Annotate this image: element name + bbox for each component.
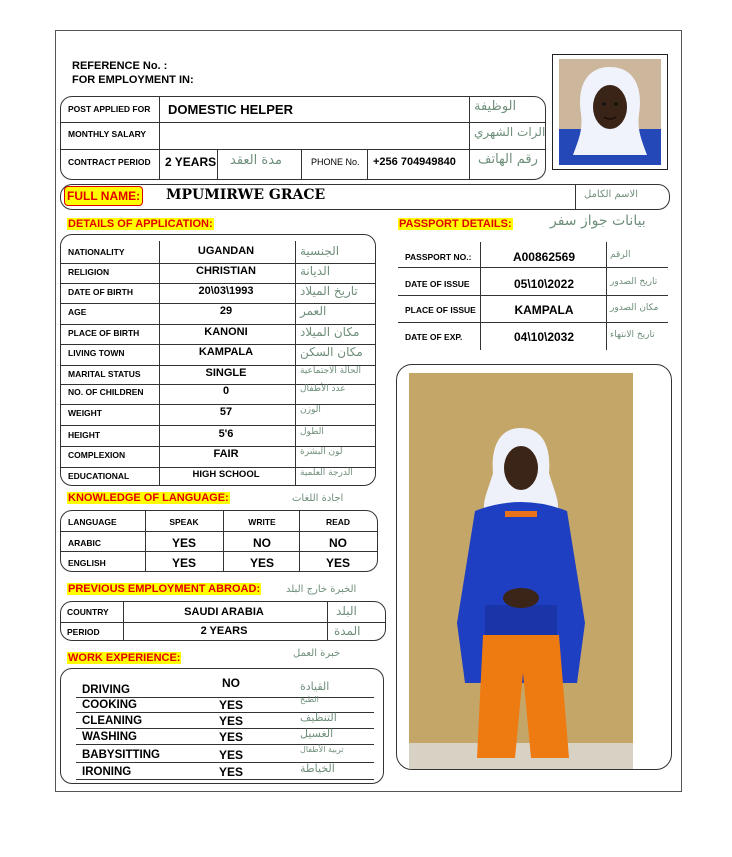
application-row-value: KANONI bbox=[204, 326, 248, 338]
passport-row-arabic: مكان الصدور bbox=[610, 303, 659, 313]
application-row-value: 20\03\1993 bbox=[198, 285, 254, 297]
application-row-value: 57 bbox=[219, 406, 233, 418]
portrait-photo bbox=[559, 59, 661, 165]
work-skill-label: CLEANING bbox=[82, 715, 143, 727]
work-skill-arabic: الغسيل bbox=[300, 727, 334, 740]
application-row-arabic: الديانة bbox=[300, 264, 331, 278]
work-skill-value: YES bbox=[218, 765, 243, 779]
passport-row-value: 04\10\2032 bbox=[513, 330, 575, 344]
full-name-value: MPUMIRWE GRACE bbox=[166, 187, 326, 203]
full-name-label: FULL NAME: bbox=[64, 186, 143, 206]
country-arabic: البلد bbox=[336, 604, 357, 618]
application-row-label: MARITAL STATUS bbox=[68, 369, 141, 379]
portrait-photo-frame bbox=[552, 54, 668, 170]
application-row-label: HEIGHT bbox=[68, 430, 101, 440]
application-row-value: HIGH SCHOOL bbox=[192, 469, 260, 480]
work-skill-arabic: تربية الأطفال bbox=[300, 745, 344, 754]
reference-label: REFERENCE No. : bbox=[72, 60, 168, 72]
application-row-arabic: العمر bbox=[300, 304, 327, 318]
country-label: COUNTRY bbox=[67, 607, 109, 617]
application-row-value: 0 bbox=[222, 385, 230, 397]
phone-value: +256 704949840 bbox=[373, 156, 456, 168]
salary-label: MONTHLY SALARY bbox=[68, 129, 147, 139]
passport-section-title: PASSPORT DETAILS: bbox=[399, 218, 512, 230]
full-name-arabic: الاسم الكامل bbox=[584, 189, 639, 200]
passport-row-label: DATE OF EXP. bbox=[405, 332, 463, 342]
application-row-arabic: لون البشرة bbox=[300, 447, 343, 457]
application-section-title: DETAILS OF APPLICATION: bbox=[68, 218, 213, 230]
language-name: ENGLISH bbox=[68, 558, 106, 568]
language-title-arabic: اجادة اللغات bbox=[292, 493, 344, 504]
application-row-value: CHRISTIAN bbox=[196, 265, 256, 277]
language-read: YES bbox=[325, 556, 350, 570]
application-row-arabic: الجنسية bbox=[300, 244, 340, 258]
previous-section-title: PREVIOUS EMPLOYMENT ABROAD: bbox=[68, 583, 261, 595]
application-row-arabic: الوزن bbox=[300, 405, 321, 415]
phone-label: PHONE No. bbox=[311, 157, 360, 167]
work-skill-value: YES bbox=[218, 698, 243, 712]
full-body-photo-frame bbox=[396, 364, 672, 770]
work-section-title: WORK EXPERIENCE: bbox=[68, 652, 181, 664]
application-row-label: NO. OF CHILDREN bbox=[68, 387, 144, 397]
contract-value: 2 YEARS bbox=[165, 155, 217, 169]
language-read: NO bbox=[329, 536, 347, 550]
application-row-arabic: عدد الأطفال bbox=[300, 384, 346, 394]
work-skill-label: WASHING bbox=[82, 731, 137, 743]
row-divider bbox=[76, 779, 374, 780]
work-skill-arabic: الطبخ bbox=[300, 695, 319, 704]
row-divider bbox=[60, 425, 376, 426]
language-header: SPEAK bbox=[169, 517, 199, 527]
application-row-value: 5'6 bbox=[218, 428, 234, 440]
work-skill-label: DRIVING bbox=[82, 684, 130, 696]
passport-row-value: A00862569 bbox=[512, 250, 576, 264]
passport-row-label: PLACE OF ISSUE bbox=[405, 305, 476, 315]
application-row-arabic: الحالة الاجتماعية bbox=[300, 366, 361, 376]
employment-label: FOR EMPLOYMENT IN: bbox=[72, 74, 194, 86]
language-header: LANGUAGE bbox=[68, 517, 117, 527]
work-skill-arabic: الخياطة bbox=[300, 762, 335, 775]
application-row-value: UGANDAN bbox=[197, 245, 255, 257]
application-row-label: EDUCATIONAL bbox=[68, 471, 130, 481]
application-row-label: WEIGHT bbox=[68, 408, 102, 418]
post-label: POST APPLIED FOR bbox=[68, 104, 151, 114]
application-row-arabic: الطول bbox=[300, 427, 324, 437]
passport-row-value: 05\10\2022 bbox=[513, 277, 575, 291]
contract-label: CONTRACT PERIOD bbox=[68, 157, 151, 167]
post-arabic: الوظيفة bbox=[474, 99, 517, 114]
work-skill-value: YES bbox=[218, 714, 243, 728]
application-row-arabic: تاريخ الميلاد bbox=[300, 284, 358, 298]
language-speak: YES bbox=[171, 556, 196, 570]
application-row-arabic: مكان السكن bbox=[300, 345, 363, 359]
work-skill-value: YES bbox=[218, 748, 243, 762]
application-row-value: KAMPALA bbox=[198, 346, 254, 358]
work-skill-value: YES bbox=[218, 730, 243, 744]
period-label: PERIOD bbox=[67, 627, 100, 637]
application-row-label: AGE bbox=[68, 307, 87, 317]
language-header: READ bbox=[325, 517, 351, 527]
salary-arabic: الرات الشهري bbox=[474, 125, 546, 139]
application-row-label: PLACE OF BIRTH bbox=[68, 328, 140, 338]
application-row-value: FAIR bbox=[213, 448, 239, 460]
application-row-label: RELIGION bbox=[68, 267, 110, 277]
full-body-photo bbox=[409, 373, 633, 769]
application-row-arabic: مكان الميلاد bbox=[300, 325, 360, 339]
passport-row-value: KAMPALA bbox=[514, 303, 574, 317]
passport-row-arabic: الرقم bbox=[610, 250, 631, 260]
previous-title-arabic: الخبرة خارج البلد bbox=[286, 584, 357, 595]
work-skill-label: IRONING bbox=[82, 766, 132, 778]
passport-row-label: DATE OF ISSUE bbox=[405, 279, 470, 289]
reference-header bbox=[72, 59, 194, 87]
contract-arabic: مدة العقد bbox=[230, 153, 282, 168]
application-row-label: NATIONALITY bbox=[68, 247, 125, 257]
language-speak: YES bbox=[171, 536, 196, 550]
passport-row-arabic: تاريخ الصدور bbox=[610, 277, 658, 287]
application-row-label: COMPLEXION bbox=[68, 450, 126, 460]
full-name-row bbox=[60, 184, 670, 210]
work-skill-value: NO bbox=[222, 676, 240, 690]
application-row-value: 29 bbox=[219, 305, 233, 317]
work-skill-label: COOKING bbox=[82, 699, 137, 711]
language-write: YES bbox=[249, 556, 274, 570]
work-skill-label: BABYSITTING bbox=[82, 749, 160, 761]
post-value: DOMESTIC HELPER bbox=[168, 102, 293, 117]
application-row-value: SINGLE bbox=[205, 367, 247, 379]
phone-arabic: رقم الهاتف bbox=[478, 152, 538, 167]
country-value: SAUDI ARABIA bbox=[184, 606, 264, 618]
period-arabic: المدة bbox=[334, 624, 361, 638]
passport-row-label: PASSPORT NO.: bbox=[405, 252, 472, 262]
application-row-label: DATE OF BIRTH bbox=[68, 287, 134, 297]
passport-title-arabic: بيانات جواز سفر bbox=[550, 213, 646, 229]
application-row-label: LIVING TOWN bbox=[68, 348, 125, 358]
language-name: ARABIC bbox=[68, 538, 102, 548]
application-row-arabic: الدرجة العلمية bbox=[300, 468, 353, 478]
work-title-arabic: خبرة العمل bbox=[293, 648, 341, 659]
work-skill-arabic: التنظيف bbox=[300, 711, 337, 724]
passport-row-arabic: تاريخ الانتهاء bbox=[610, 330, 655, 340]
language-write: NO bbox=[253, 536, 271, 550]
language-section-title: KNOWLEDGE OF LANGUAGE: bbox=[68, 492, 229, 504]
work-skill-arabic: القيادة bbox=[300, 680, 330, 693]
language-header: WRITE bbox=[248, 517, 276, 527]
period-value: 2 YEARS bbox=[200, 625, 248, 637]
